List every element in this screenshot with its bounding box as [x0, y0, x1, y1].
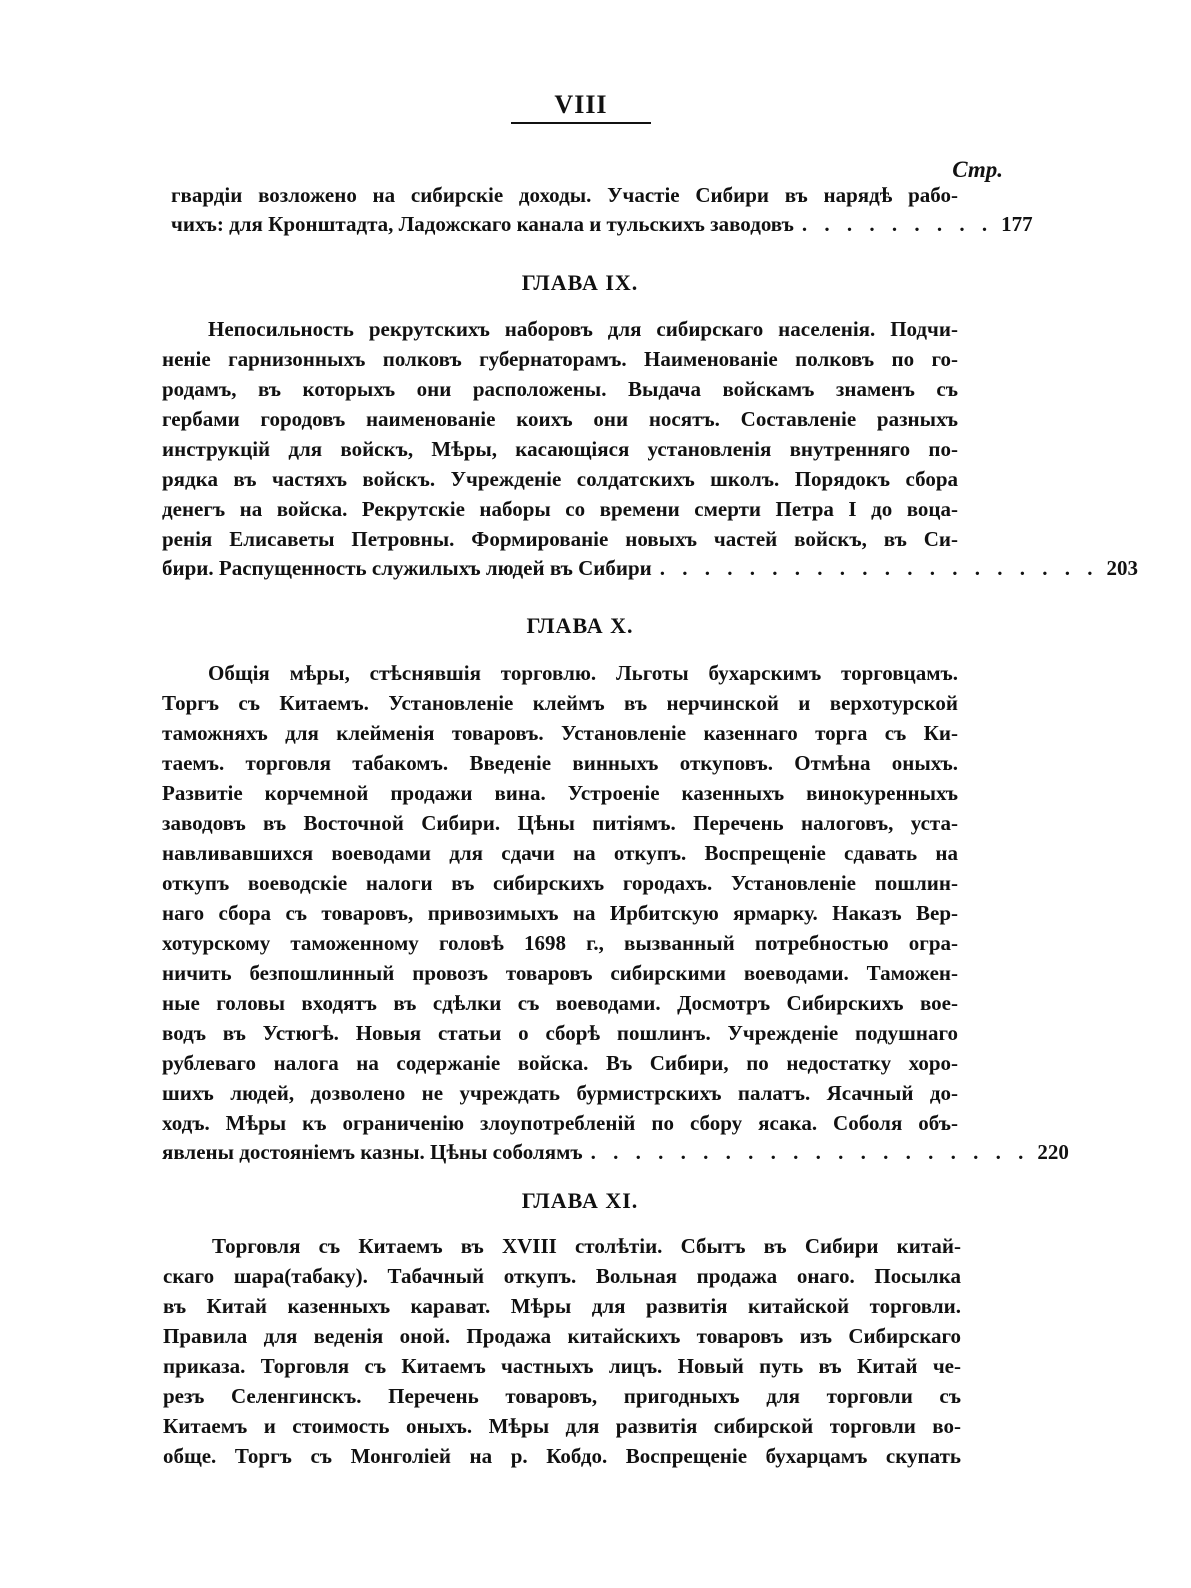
- text-line: рублеваго налога на содержаніе войска. Въ Сибири, по недостатку хоро-: [162, 1051, 958, 1075]
- page-reference: 177: [1001, 212, 1033, 236]
- text-line: гербами городовъ наименованіе коихъ они носятъ. Составленіе разныхъ: [162, 407, 958, 431]
- text-line: инструкцій для войскъ, Мѣры, касающіяся установленія внутренняго по-: [162, 437, 958, 461]
- text-line: заводовъ въ Восточной Сибири. Цѣны питіямъ. Перечень налоговъ, уста-: [162, 811, 958, 835]
- text-line: откупъ воеводскіе налоги въ сибирскихъ городахъ. Установленіе пошлин-: [162, 871, 958, 895]
- dot-leader: . . . . . . . . .: [801, 212, 994, 236]
- text-line: шихъ людей, дозволено не учреждать бурмистрскихъ палатъ. Ясачный до-: [162, 1081, 958, 1105]
- text-line: неніе гарнизонныхъ полковъ губернаторамъ. Наименованіе полковъ по го-: [162, 347, 958, 371]
- text-line: Общія мѣры, стѣснявшія торговлю. Льготы бухарскимъ торговцамъ.: [208, 661, 958, 685]
- text-line: резъ Селенгинскъ. Перечень товаровъ, пригодныхъ для торговли съ: [163, 1384, 961, 1408]
- text-line: денегъ на войска. Рекрутскіе наборы со времени смерти Петра I до воца-: [162, 497, 958, 521]
- page-reference: 203: [1106, 556, 1139, 580]
- text-line: родамъ, въ которыхъ они расположены. Выдача войскамъ знаменъ съ: [162, 377, 958, 401]
- text-line: наго сбора съ товаровъ, привозимыхъ на Ирбитскую ярмарку. Наказъ Вер-: [162, 901, 958, 925]
- text-line: Торгъ съ Китаемъ. Установленіе клеймъ въ нерчинской и верхотурской: [162, 691, 958, 715]
- text-line: чихъ: для Кронштадта, Ладожскаго канала и тульскихъ заводовъ: [171, 212, 794, 236]
- text-line: обще. Торгъ съ Монголіей на р. Кобдо. Воспрещеніе бухарцамъ скупать: [163, 1444, 961, 1468]
- text-line: хотурскому таможенному головѣ 1698 г., вызванный потребностью огра-: [162, 931, 958, 955]
- text-line: Торговля съ Китаемъ въ XVIII столѣтіи. Сбытъ въ Сибири китай-: [212, 1234, 961, 1258]
- dot-leader: . . . . . . . . . . . . . . . . . . . .: [590, 1140, 1030, 1164]
- page-number: VIII: [554, 90, 608, 119]
- text-line: въ Китай казенныхъ карават. Мѣры для развитія китайской торговли.: [163, 1294, 961, 1318]
- text-line: ренія Елисаветы Петровны. Формированіе новыхъ частей войскъ, въ Си-: [162, 527, 958, 551]
- toc-entry-line: [171, 211, 1033, 237]
- dot-leader: . . . . . . . . . . . . . . . . . . . .: [659, 556, 1099, 580]
- text-line: таемъ. торговля табакомъ. Введеніе винныхъ откуповъ. Отмѣна оныхъ.: [162, 751, 958, 775]
- text-line: ничить безпошлинный провозъ товаровъ сибирскими воеводами. Таможен-: [162, 961, 958, 985]
- text-line: Правила для веденія оной. Продажа китайскихъ товаровъ изъ Сибирскаго: [163, 1324, 961, 1348]
- text-line: явлены достояніемъ казны. Цѣны соболямъ: [162, 1140, 583, 1164]
- text-line: Развитіе корчемной продажи вина. Устроеніе казенныхъ винокуренныхъ: [162, 781, 958, 805]
- text-line: рядка въ частяхъ войскъ. Учрежденіе солдатскихъ школъ. Порядокъ сбора: [162, 467, 958, 491]
- header-rule: [511, 122, 651, 124]
- chapter-heading: ГЛАВА X.: [526, 613, 634, 638]
- text-line: скаго шара(табаку). Табачный откупъ. Вольная продажа онаго. Посылка: [163, 1264, 961, 1288]
- toc-entry-line: [162, 1139, 1069, 1165]
- text-line: навливавшихся воеводами для сдачи на откупъ. Воспрещеніе сдавать на: [162, 841, 958, 865]
- text-line: Китаемъ и стоимость оныхъ. Мѣры для развитія сибирской торговли во-: [163, 1414, 961, 1438]
- text-line: ходъ. Мѣры къ ограниченію злоупотребленій по сбору ясака. Соболя объ-: [162, 1111, 958, 1135]
- text-line: таможняхъ для клейменія товаровъ. Установленіе казеннаго торга съ Ки-: [162, 721, 958, 745]
- text-line: бири. Распущенность служилыхъ людей въ Сибири: [162, 556, 652, 580]
- text-line: гвардіи возложено на сибирскіе доходы. Участіе Сибири въ нарядѣ рабо-: [171, 183, 958, 207]
- chapter-heading: ГЛАВА XI.: [521, 1188, 639, 1213]
- text-line: Непосильность рекрутскихъ наборовъ для сибирскаго населенія. Подчи-: [208, 317, 958, 341]
- toc-entry-line: [162, 555, 1139, 581]
- page-reference: 220: [1037, 1140, 1069, 1164]
- chapter-heading: ГЛАВА IX.: [521, 270, 639, 295]
- page-column-label: Стр.: [952, 157, 1003, 182]
- text-line: приказа. Торговля съ Китаемъ частныхъ лицъ. Новый путь въ Китай че-: [163, 1354, 961, 1378]
- text-line: ные головы входятъ въ сдѣлки съ воеводами. Досмотръ Сибирскихъ вое-: [162, 991, 958, 1015]
- text-line: водъ въ Устюгѣ. Новыя статьи о сборѣ пошлинъ. Учрежденіе подушнаго: [162, 1021, 958, 1045]
